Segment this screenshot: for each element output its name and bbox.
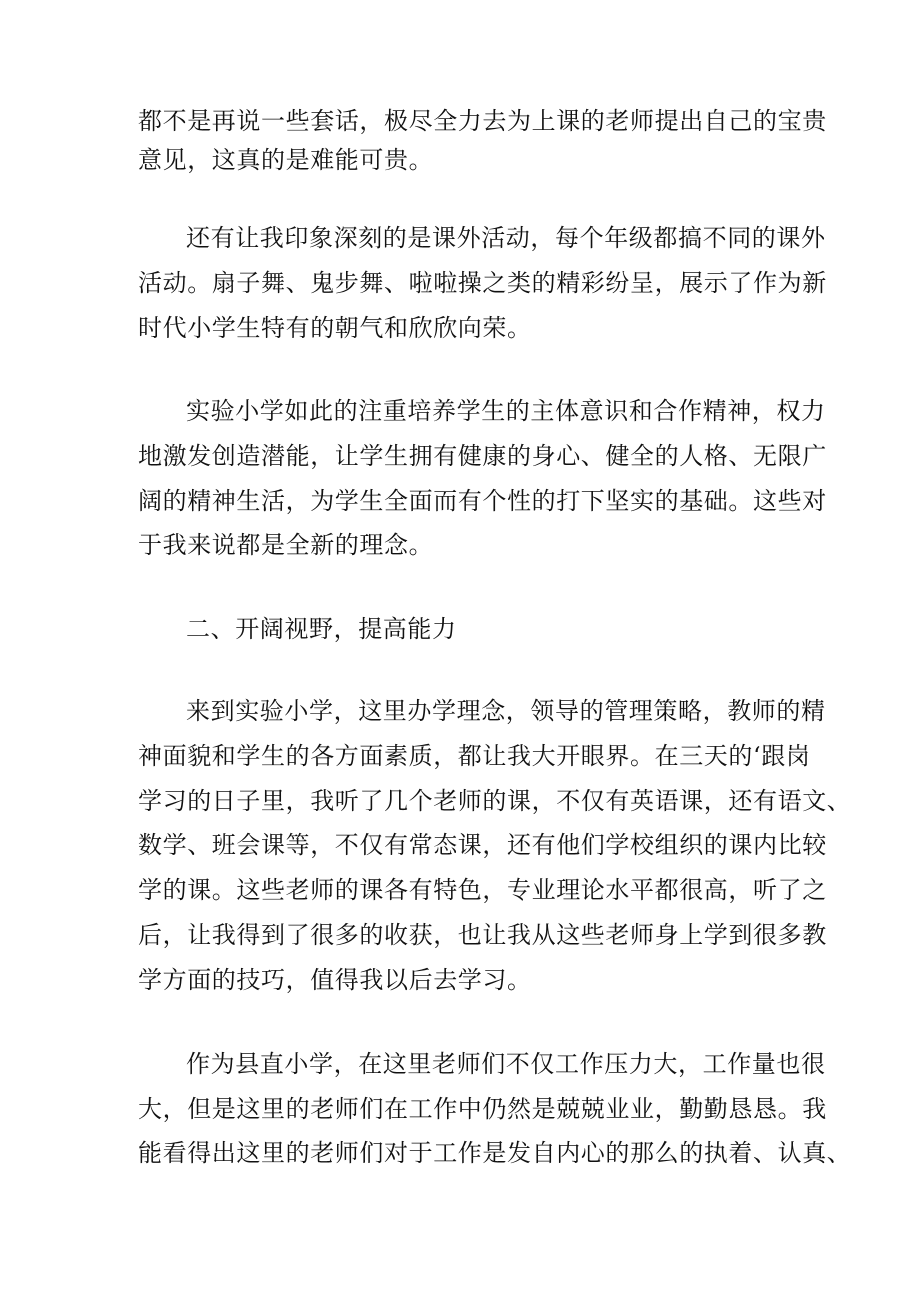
text-line: 后，让我得到了很多的收获，也让我从这些老师身上学到很多教 xyxy=(138,921,827,949)
text-line: 来到实验小学，这里办学理念，领导的管理策略，教师的精 xyxy=(186,697,826,725)
text-line: 于我来说都是全新的理念。 xyxy=(138,531,434,559)
text-line: 阔的精神生活，为学生全面而有个性的打下坚实的基础。这些对 xyxy=(138,487,827,515)
text-line: 大，但是这里的老师们在工作中仍然是兢兢业业，勤勤恳恳。我 xyxy=(138,1095,827,1123)
section-heading: 二、开阔视野，提高能力 xyxy=(186,615,457,643)
text-line: 学的课。这些老师的课各有特色，专业理论水平都很高，听了之 xyxy=(138,876,827,904)
text-line: 能看得出这里的老师们对于工作是发自内心的那么的执着、认真、 xyxy=(138,1139,852,1167)
text-line: 地激发创造潜能，让学生拥有健康的身心、健全的人格、无限广 xyxy=(138,442,827,470)
text-line: 还有让我印象深刻的是课外活动，每个年级都搞不同的课外 xyxy=(186,224,826,252)
text-line: 作为县直小学，在这里老师们不仅工作压力大，工作量也很 xyxy=(186,1050,826,1078)
text-line: 学方面的技巧，值得我以后去学习。 xyxy=(138,966,532,994)
text-line: 神面貌和学生的各方面素质，都让我大开眼界。在三天的‘跟岗 xyxy=(138,742,811,770)
text-line: 时代小学生特有的朝气和欣欣向荣。 xyxy=(138,314,532,342)
text-line: 实验小学如此的注重培养学生的主体意识和合作精神，权力 xyxy=(186,397,826,425)
text-line: 数学、班会课等，不仅有常态课，还有他们学校组织的课内比较 xyxy=(138,831,827,859)
text-line: 意见，这真的是难能可贵。 xyxy=(138,146,434,174)
text-line: 都不是再说一些套话，极尽全力去为上课的老师提出自己的宝贵 xyxy=(138,107,827,135)
text-line: 学习的日子里，我听了几个老师的课，不仅有英语课，还有语文、 xyxy=(138,787,852,815)
text-line: 活动。扇子舞、鬼步舞、啦啦操之类的精彩纷呈，展示了作为新 xyxy=(138,269,827,297)
